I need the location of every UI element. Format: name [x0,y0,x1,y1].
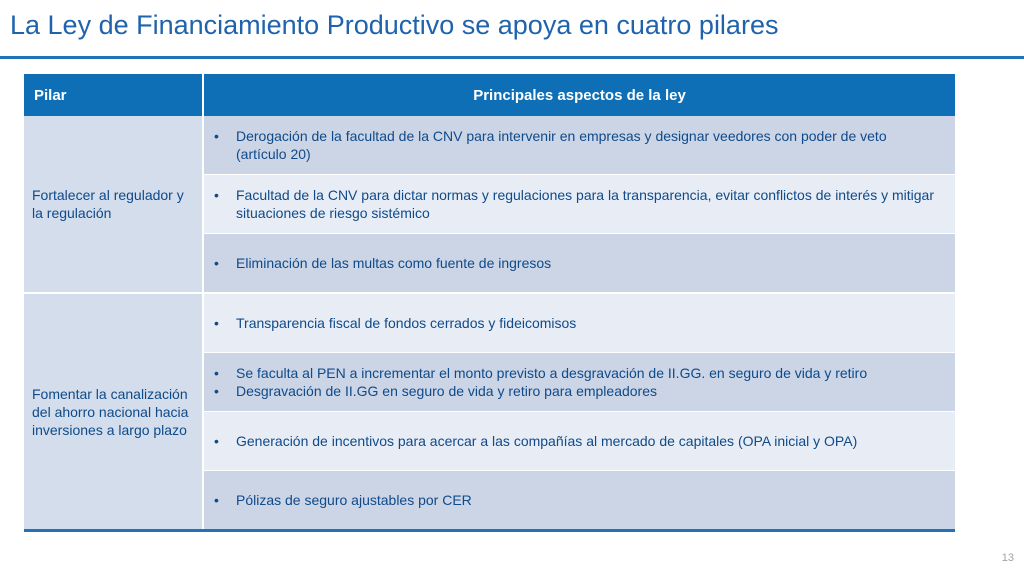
header-aspects: Principales aspectos de la ley [203,74,955,116]
table-row [24,293,955,353]
pilar-cell: Fortalecer al regulador y la regulación [24,116,203,293]
bullet-item [214,127,935,163]
aspect-text: Desgravación de II.GG en seguro de vida y retiro para empleadores [236,383,658,399]
aspect-text: Transparencia fiscal de fondos cerrados y fideicomisos [236,315,577,331]
aspect-text: Generación de incentivos para acercar a las compañías al mercado de capitales (OPA inicial y OPA) [236,433,858,449]
bullet-icon: • [214,315,219,331]
header-pilar: Pilar [24,74,203,116]
table-header-row [24,74,955,116]
bullet-icon: • [214,187,219,203]
bullet-item [214,382,935,400]
bullet-icon: • [214,492,219,508]
aspect-text: Se faculta al PEN a incrementar el monto previsto a desgravación de II.GG. en seguro de vida y retiro [236,365,868,381]
table-row [24,116,955,175]
aspect-cell [203,353,955,412]
aspect-cell [203,471,955,531]
aspect-text: Facultad de la CNV para dictar normas y regulaciones para la transparencia, evitar conflictos de interés y mitigar situaciones de riesgo sistémico [236,187,934,221]
page-number: 13 [1001,552,1014,564]
bullet-item [214,491,935,509]
bullet-item [214,254,935,272]
aspect-text: Eliminación de las multas como fuente de ingresos [236,255,552,271]
bullet-item [214,186,935,222]
table-body [24,116,955,531]
bullet-icon: • [214,365,219,381]
bullet-icon: • [214,128,219,144]
aspect-cell [203,293,955,353]
title-divider [0,56,1024,59]
slide-title: La Ley de Financiamiento Productivo se apoya en cuatro pilares [10,10,779,40]
aspect-cell [203,175,955,234]
bullet-icon: • [214,383,219,399]
bullet-icon: • [214,255,219,271]
bullet-icon: • [214,433,219,449]
bullet-item [214,432,935,450]
pilar-cell: Fomentar la canalización del ahorro nacional hacia inversiones a largo plazo [24,293,203,531]
bullet-item [214,364,935,382]
aspect-text: Pólizas de seguro ajustables por CER [236,492,472,508]
aspect-cell [203,412,955,471]
aspect-cell [203,234,955,294]
pillars-table [24,74,955,532]
aspect-cell [203,116,955,175]
aspect-text: Derogación de la facultad de la CNV para intervenir en empresas y designar veedores con poder de veto (artículo 20) [236,128,887,162]
bullet-item [214,314,935,332]
